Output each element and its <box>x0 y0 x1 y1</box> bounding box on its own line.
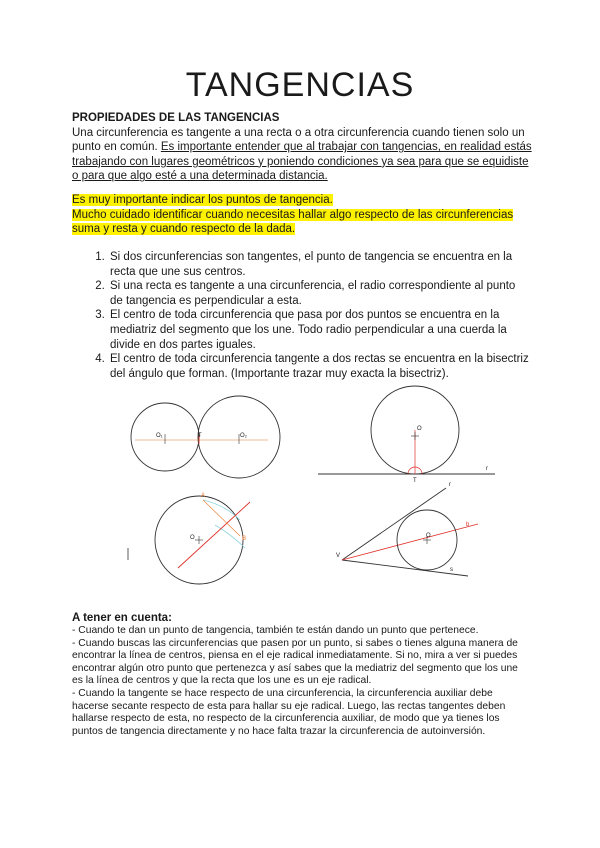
construction-arc <box>215 525 245 548</box>
list-item: 4. El centro de toda circunferencia tangente a dos rectas se encuentra en la bisectriz del ángulo que forman. (Importante trazar muy exacta la bisectriz). <box>108 352 530 381</box>
note-item: - Cuando te dan un punto de tangencia, también te están dando un punto que pertenece. <box>72 625 479 636</box>
properties-list-block <box>72 250 530 381</box>
label-o: O <box>417 426 422 432</box>
label-o1: O₁ <box>156 433 163 439</box>
section-heading: PROPIEDADES DE LAS TANGENCIAS <box>72 112 280 124</box>
label-o: O <box>190 535 195 541</box>
properties-list <box>72 250 530 381</box>
construction-arc <box>203 500 240 520</box>
note-item: - Cuando buscas las circunferencias que pasen por un punto, si sabes o tienes alguna manera de encontrar la línea de centros, piensa en el eje radical inmediatamente. Si no, mira a ver si puedes encontrar algún otro punto que pertenezca y así sabes que la mediatriz del segmento que los une es la línea de centros y que la recta que los une es un eje radical. <box>72 637 518 687</box>
label-a: A <box>201 493 206 499</box>
figure-circle-two-lines <box>342 488 478 576</box>
label-r: r <box>449 482 451 488</box>
highlight-line-1: Es muy importante indicar los puntos de tangencia. <box>72 194 333 206</box>
intro-paragraph <box>72 126 532 184</box>
label-v: V <box>336 553 341 559</box>
label-r: r <box>486 466 488 472</box>
figures-panel <box>0 380 600 600</box>
intro-underlined-text: Es importante entender que al trabajar con tangencias, en realidad estás trabajando con lugares geométricos y poniendo condiciones ya sea para que se equidiste o para que algo esté a una determinada distancia. <box>72 141 532 183</box>
page-title: TANGENCIAS <box>185 66 415 104</box>
bisector-b <box>342 524 478 560</box>
properties-intro <box>72 111 532 184</box>
figure-circle-tangent-line <box>318 386 495 474</box>
label-t: T <box>198 433 202 439</box>
notes-heading: A tener en cuenta: <box>72 612 172 624</box>
list-item: 3. El centro de toda circunferencia que pasa por dos puntos se encuentra en la mediatriz del segmento que los une. Todo radio perpendicular a una cuerda la divide en dos partes iguales. <box>108 308 530 352</box>
label-o: O <box>426 533 431 539</box>
label-b: b <box>466 522 470 528</box>
chord-ab <box>203 500 240 536</box>
highlight-block <box>72 193 532 237</box>
label-t: T <box>413 478 417 484</box>
line-r <box>342 488 446 560</box>
intro-plain-text: Una circunferencia es tangente a una recta o a otra circunferencia cuando tienen solo un punto en común. <box>72 126 525 154</box>
label-o2: O₂ <box>240 433 247 439</box>
notes-block <box>72 611 528 738</box>
label-s: s <box>450 567 453 573</box>
figure-tangent-circles <box>131 396 280 478</box>
note-item: - Cuando la tangente se hace respecto de una circunferencia, la circunferencia auxiliar debe hacerse secante respecto de esta para hallar su eje radical. Luego, las rectas tangentes deben hallarse respecto de esta, no respecto de la circunferencia auxiliar, de modo que ya tienes los puntos de tangencia directamente y no hace falta trazar la circunferencia de autoinversión. <box>72 687 506 737</box>
list-item: 1. Si dos circunferencias son tangentes, el punto de tangencia se encuentra en la recta que une sus centros. <box>108 250 530 279</box>
figure-circle-two-points <box>128 496 250 584</box>
label-b: B <box>242 536 247 542</box>
list-item: 2. Si una recta es tangente a una circunferencia, el radio correspondiente al punto de tangencia es perpendicular a esta. <box>108 279 530 308</box>
highlight-line-2: Mucho cuidado identificar cuando necesitas hallar algo respecto de las circunferencias suma y resta y cuando respecto de la dada. <box>72 208 514 236</box>
